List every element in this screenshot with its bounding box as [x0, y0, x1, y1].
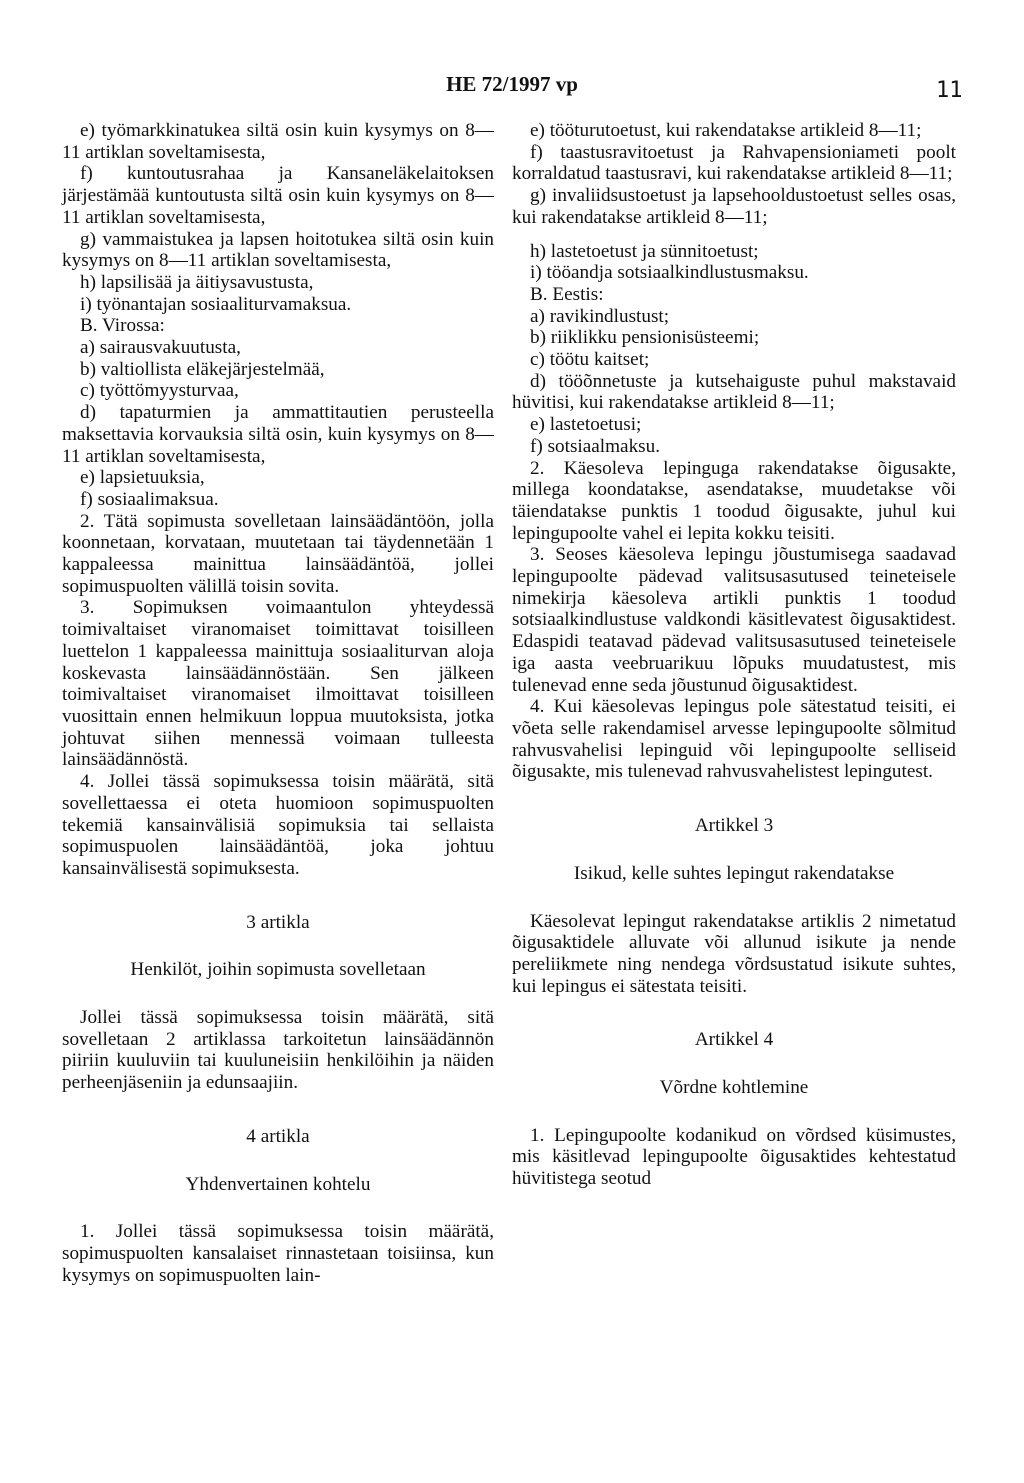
list-item: a) ravikindlustust; — [530, 305, 670, 327]
article-3-title: Henkilöt, joihin sopimusta sovelletaan — [130, 959, 426, 981]
section-b-label: B. Virossa: — [80, 315, 165, 337]
paragraph-4: 4. Kui käesolevas lepingus pole sätestatud teisiti, ei võeta selle rakendamisel arvesse lepingupoolte sõlmitud rahvusvahelisi lepinguid või lepingupoolte selliseid õigusakte, mis tulenevad rahvusvahelistest lepingutest. — [512, 696, 956, 783]
list-item: f) taastusravitoetust ja Rahvapensioniameti poolt korraldatud taastusravi, kui rakendatakse artikleid 8—11; — [512, 141, 956, 185]
list-item: g) vammaistukea ja lapsen hoitotukea siltä osin kuin kysymys on 8—11 artiklan soveltamisesta, — [62, 228, 494, 272]
list-item: h) lastetoetust ja sünnitoetust; — [530, 240, 759, 262]
paragraph-3: 3. Seoses käesoleva lepingu jõustumisega saadavad lepingupoolte pädevad valitsusasutused teineteisele nimekirja käesoleva artikli punktis 1 toodud sotsiaalkindlustuse valdkondi käsitlevatest õigusaktidest. Edaspidi teatavad pädevad valitsusasutused teineteisele iga aasta veebruarikuu lõpuks muudatustest, mis tulenevad enne seda jõustunud õigusaktidest. — [512, 544, 956, 696]
list-item: b) riiklikku pensionisüsteemi; — [530, 327, 760, 349]
estonian-column — [512, 120, 956, 1190]
article-4-heading: Artikkel 4 — [694, 1029, 774, 1051]
document-header: HE 72/1997 vp — [446, 72, 578, 96]
list-item: f) sosiaalimaksua. — [80, 488, 219, 510]
paragraph-2: 2. Tätä sopimusta sovelletaan lainsäädäntöön, jolla koonnetaan, korvataan, muutetaan tai täydennetään 1 kappaleessa mainittua lainsäädäntöä, jollei sopimuspuolten välillä toisin sovita. — [62, 510, 494, 597]
paragraph-2: 2. Käesoleva lepinguga rakendatakse õigusakte, millega koondatakse, asendatakse, muudetakse või täiendatakse punktis 1 toodud õigusakte, juhul kui lepingupoolte vahel ei lepita kokku teisiti. — [512, 457, 956, 544]
list-item: e) työmarkkinatukea siltä osin kuin kysymys on 8—11 artiklan soveltamisesta, — [62, 120, 494, 163]
paragraph-4: 4. Jollei tässä sopimuksessa toisin määrätä, sitä sovellettaessa ei oteta huomioon sopimuspuolten tekemiä kansainvälisiä sopimuksia tai sellaista sopimuspuolen lainsäädäntöä, joka johtuu kansainvälisestä sopimuksesta. — [62, 771, 494, 879]
list-item: i) tööandja sotsiaalkindlustusmaksu. — [530, 262, 809, 284]
article-4-title: Võrdne kohtlemine — [659, 1077, 809, 1099]
article-4-text: 1. Lepingupoolte kodanikud on võrdsed küsimustes, mis käsitlevad lepingupoolte õigusaktides kehtestatud hüvitistega seotud — [512, 1124, 956, 1190]
list-item: c) töötu kaitset; — [530, 349, 650, 371]
list-item: a) sairausvakuutusta, — [80, 337, 241, 359]
list-item: d) tööõnnetuste ja kutsehaiguste puhul makstavaid hüvitisi, kui rakendatakse artikleid 8—11; — [512, 370, 956, 414]
list-item: f) sotsiaalmaksu. — [530, 435, 661, 457]
article-3-text: Jollei tässä sopimuksessa toisin määrätä, sitä sovelletaan 2 artiklassa tarkoitetun lainsäädännön piiriin kuuluviin tai kuuluneisiin henkilöihin ja näiden perheenjäseniin ja edunsaajiin. — [62, 1007, 494, 1094]
finnish-column — [62, 120, 494, 1286]
list-item: i) työnantajan sosiaaliturvamaksua. — [80, 293, 352, 315]
paragraph-3: 3. Sopimuksen voimaantulon yhteydessä toimivaltaiset viranomaiset toimittavat toisilleen luettelon 1 kappaleessa mainittuja sosiaaliturvan aloja koskevasta lainsäädännöstään. Sen jälkeen toimivaltaiset viranomaiset ilmoittavat toisilleen vuosittain ennen helmikuun loppua muutoksista, jotka johtuvat siihen mennessä voimaan tulleesta lainsäädännöstä. — [62, 597, 494, 771]
list-item: e) tööturutoetust, kui rakendatakse artikleid 8—11; — [530, 120, 922, 141]
article-4-heading: 4 artikla — [246, 1125, 310, 1147]
article-3-text: Käesolevat lepingut rakendatakse artiklis 2 nimetatud õigusaktidele alluvate või allunud isikute ja nende pereliikmete ning nendega võrdsustatud isikute suhtes, kui lepingus ei sätestata teisiti. — [512, 910, 956, 997]
list-item: h) lapsilisää ja äitiysavustusta, — [80, 271, 314, 293]
list-item: f) kuntoutusrahaa ja Kansaneläkelaitoksen järjestämää kuntoutusta siltä osin kuin kysymys on 8—11 artiklan soveltamisesta, — [62, 163, 494, 228]
list-item: e) lapsietuuksia, — [80, 467, 205, 489]
article-3-title: Isikud, kelle suhtes lepingut rakendatakse — [573, 862, 895, 884]
list-item: c) työttömyysturvaa, — [80, 380, 239, 402]
section-b-label: B. Eestis: — [530, 283, 604, 305]
article-4-title: Yhdenvertainen kohtelu — [185, 1173, 371, 1195]
list-item: d) tapaturmien ja ammattitautien perusteella maksettavia korvauksia siltä osin, kuin kysymys on 8—11 artiklan soveltamisesta, — [62, 402, 494, 467]
list-item: b) valtiollista eläkejärjestelmää, — [80, 358, 325, 380]
article-3-heading: 3 artikla — [246, 911, 310, 933]
article-4-text: 1. Jollei tässä sopimuksessa toisin määrätä, sopimuspuolten kansalaiset rinnastetaan toisiinsa, kun kysymys on sopimuspuolten lain- — [62, 1221, 494, 1286]
page-number: 11 — [936, 78, 963, 103]
list-item: e) lastetoetusi; — [530, 414, 642, 436]
article-3-heading: Artikkel 3 — [694, 815, 774, 837]
list-item: g) invaliidsustoetust ja lapsehooldustoetust selles osas, kui rakendatakse artikleid 8—11; — [512, 185, 956, 228]
